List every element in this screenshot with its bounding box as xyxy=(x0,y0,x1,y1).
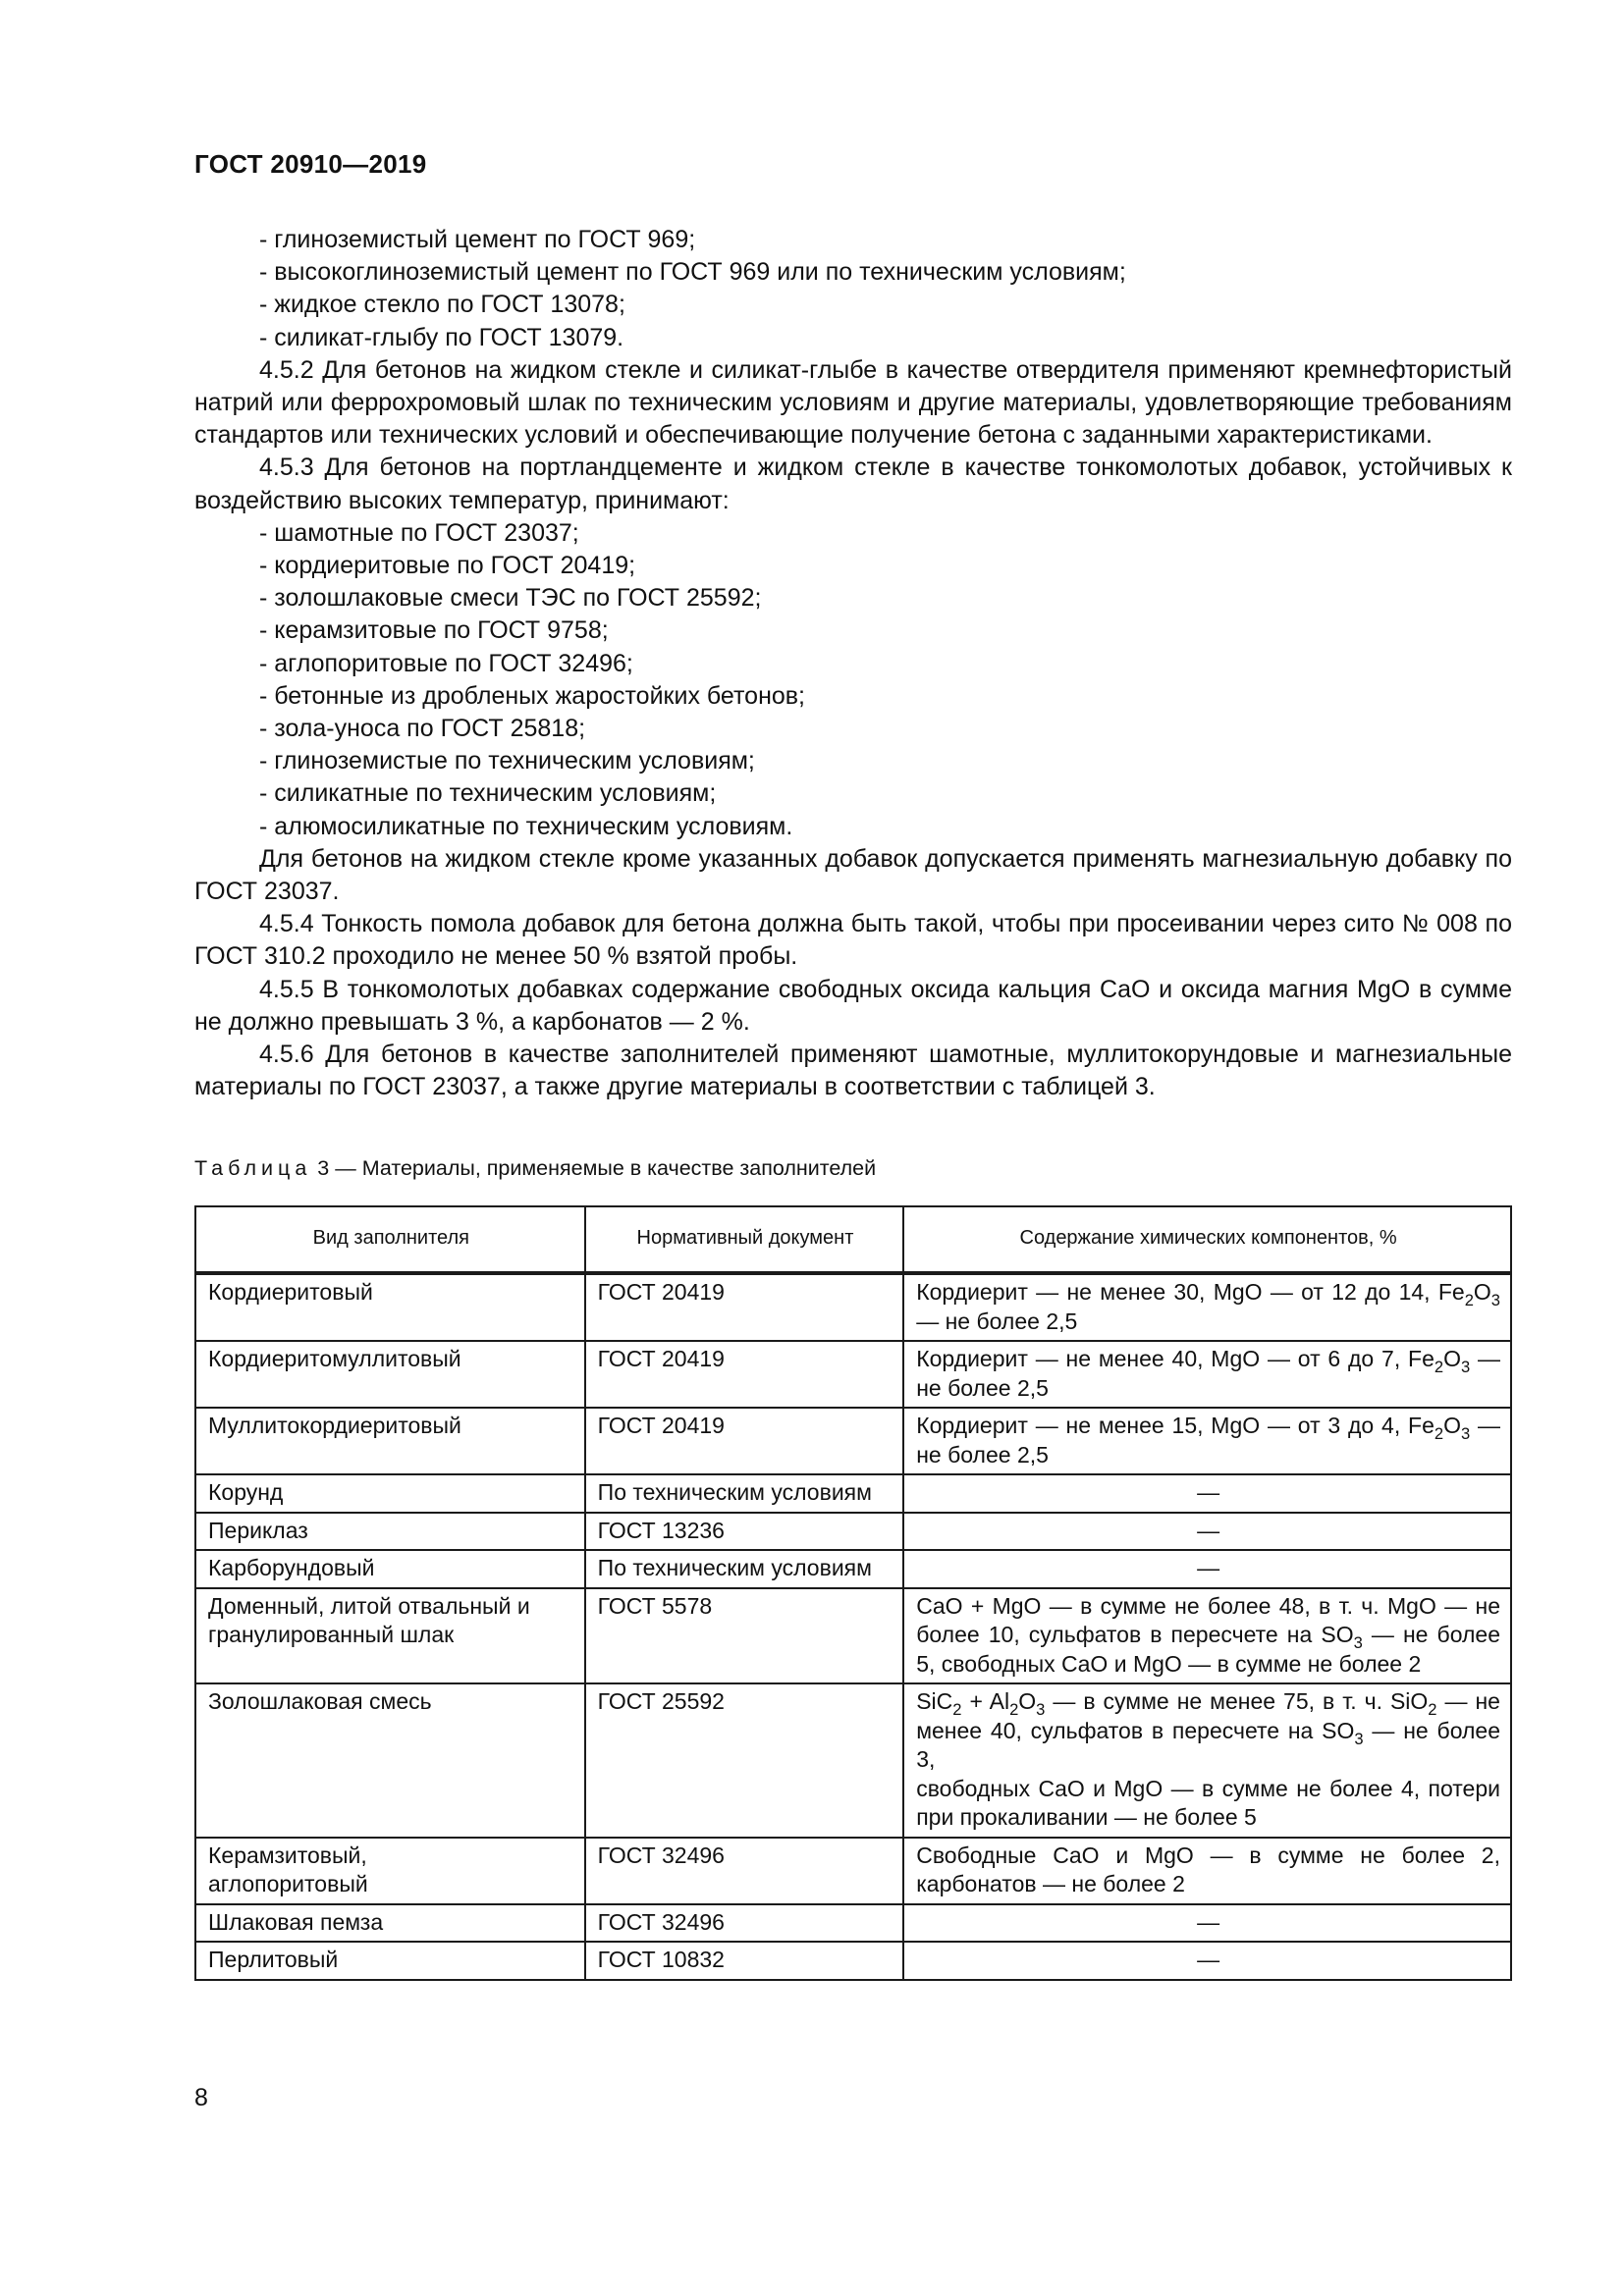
table-row xyxy=(195,1513,1511,1551)
table-header-row xyxy=(195,1206,1511,1273)
list-item: - керамзитовые по ГОСТ 9758; xyxy=(259,616,609,645)
header-document: Нормативный документ xyxy=(585,1206,904,1273)
paragraph-4-5-6: 4.5.6 Для бетонов в качестве заполнителей применяют шамотные, муллитокорундовые и магнезиальные материалы по ГОСТ 23037, а также другие материалы в соответствии с таблицей 3. xyxy=(194,1041,1512,1101)
header-type: Вид заполнителя xyxy=(195,1206,585,1273)
cell-composition: Свободные CaO и MgO — в сумме не более 2, карбонатов — не более 2 xyxy=(903,1838,1511,1904)
cell-type: Корунд xyxy=(195,1474,585,1513)
cell-composition: — xyxy=(903,1513,1511,1551)
list-item: - аглопоритовые по ГОСТ 32496; xyxy=(259,649,633,677)
materials-table xyxy=(194,1205,1512,1981)
paragraph-4-5-5: 4.5.5 В тонкомолотых добавках содержание свободных оксида кальция CaO и оксида магния MgO в сумме не должно превышать 3 %, а карбонатов — 2 %. xyxy=(194,975,1512,1036)
cell-composition: — xyxy=(903,1474,1511,1513)
list-item: - высокоглиноземистый цемент по ГОСТ 969 или по техническим условиям; xyxy=(259,258,1126,287)
cell-composition: — xyxy=(903,1904,1511,1943)
paragraph-4-5-2: 4.5.2 Для бетонов на жидком стекле и силикат-глыбе в качестве отвердителя применяют кремнефтористый натрий или феррохромовый шлак по техническим условиям и другие материалы, удовлетворяющие требованиям стандартов или технических условий и обеспечивающие получение бетона с заданными характеристиками. xyxy=(194,355,1512,450)
table-caption xyxy=(194,1156,876,1181)
cell-type: Кордиеритомуллитовый xyxy=(195,1341,585,1408)
cell-type: Карборундовый xyxy=(195,1550,585,1588)
table-row xyxy=(195,1273,1511,1341)
cell-document: ГОСТ 32496 xyxy=(585,1838,904,1904)
cell-document: ГОСТ 5578 xyxy=(585,1588,904,1684)
paragraph-4-5-3: 4.5.3 Для бетонов на портландцементе и жидком стекле в качестве тонкомолотых добавок, устойчивых к воздействию высоких температур, принимают: xyxy=(194,454,1512,514)
list-item: - глиноземистый цемент по ГОСТ 969; xyxy=(259,226,696,253)
list-item: - алюмосиликатные по техническим условиям. xyxy=(259,812,793,840)
body-text xyxy=(194,224,1512,1103)
table-row xyxy=(195,1550,1511,1588)
list-item: - силикатные по техническим условиям; xyxy=(259,779,717,808)
cell-composition: — xyxy=(903,1550,1511,1588)
cell-document: ГОСТ 20419 xyxy=(585,1273,904,1341)
cell-type: Шлаковая пемза xyxy=(195,1904,585,1943)
document-header: ГОСТ 20910—2019 xyxy=(194,149,427,179)
table-row xyxy=(195,1683,1511,1838)
cell-document: ГОСТ 13236 xyxy=(585,1513,904,1551)
list-item: - бетонные из дробленых жаростойких бетонов; xyxy=(259,681,806,710)
cell-type: Доменный, литой отвальный и гранулированный шлак xyxy=(195,1588,585,1684)
list-item: - силикат-глыбу по ГОСТ 13079. xyxy=(259,323,624,351)
cell-document: ГОСТ 25592 xyxy=(585,1683,904,1838)
list-item: - зола-уноса по ГОСТ 25818; xyxy=(259,715,586,743)
cell-type: Керамзитовый, аглопоритовый xyxy=(195,1838,585,1904)
cell-type: Периклаз xyxy=(195,1513,585,1551)
cell-composition: — xyxy=(903,1942,1511,1980)
table-row xyxy=(195,1474,1511,1513)
cell-composition: Кордиерит — не менее 30, MgO — от 12 до 14, $Fe_2O_3$ — не более 2,5 xyxy=(903,1273,1511,1341)
list-item: - глиноземистые по техническим условиям; xyxy=(259,747,755,775)
cell-document: ГОСТ 20419 xyxy=(585,1341,904,1408)
cell-type: Перлитовый xyxy=(195,1942,585,1980)
cell-type: Муллитокордиеритовый xyxy=(195,1408,585,1474)
list-item: - кордиеритовые по ГОСТ 20419; xyxy=(259,552,636,580)
cell-document: По техническим условиям xyxy=(585,1550,904,1588)
table-row xyxy=(195,1838,1511,1904)
paragraph-4-5-4: 4.5.4 Тонкость помола добавок для бетона должна быть такой, чтобы при просеивании через сито № 008 по ГОСТ 310.2 проходило не менее 50 % взятой пробы. xyxy=(194,910,1512,971)
paragraph-magnesia: Для бетонов на жидком стекле кроме указанных добавок допускается применять магнезиальную добавку по ГОСТ 23037. xyxy=(194,844,1512,906)
header-composition: Содержание химических компонентов, % xyxy=(903,1206,1511,1273)
table-caption-label: Таблица xyxy=(194,1156,312,1180)
cell-document: По техническим условиям xyxy=(585,1474,904,1513)
cell-type: Кордиеритовый xyxy=(195,1273,585,1341)
list-item: - шамотные по ГОСТ 23037; xyxy=(259,518,579,547)
cell-document: ГОСТ 20419 xyxy=(585,1408,904,1474)
cell-type: Золошлаковая смесь xyxy=(195,1683,585,1838)
table-caption-text: 3 — Материалы, применяемые в качестве заполнителей xyxy=(317,1156,877,1180)
cell-composition: $SiC_2 + Al_2O_3$ — в сумме не менее 75, в т. ч. SiO$_2$ — не менее 40, сульфатов в пересчете на $SO_3$ — не более 3, свободных CaO и MgO — в сумме не более 4, потери при прокаливании — не более 5 xyxy=(903,1683,1511,1838)
list-item: - жидкое стекло по ГОСТ 13078; xyxy=(259,291,625,319)
table-row xyxy=(195,1904,1511,1943)
list-item: - золошлаковые смеси ТЭС по ГОСТ 25592; xyxy=(259,584,762,613)
cell-composition: Кордиерит — не менее 15, MgO — от 3 до 4, $Fe_2O_3$ — не более 2,5 xyxy=(903,1408,1511,1474)
cell-document: ГОСТ 32496 xyxy=(585,1904,904,1943)
page-number: 8 xyxy=(194,2084,208,2111)
cell-composition: Кордиерит — не менее 40, MgO — от 6 до 7, $Fe_2O_3$ — не более 2,5 xyxy=(903,1341,1511,1408)
cell-document: ГОСТ 10832 xyxy=(585,1942,904,1980)
table-row xyxy=(195,1341,1511,1408)
table-row xyxy=(195,1408,1511,1474)
cell-composition: CaO + MgO — в сумме не более 48, в т. ч. MgO — не более 10, сульфатов в пересчете на $SO_3$ — не более 5, свободных CaO и MgO — в сумме не более 2 xyxy=(903,1588,1511,1684)
table-row xyxy=(195,1942,1511,1980)
table-row xyxy=(195,1588,1511,1684)
